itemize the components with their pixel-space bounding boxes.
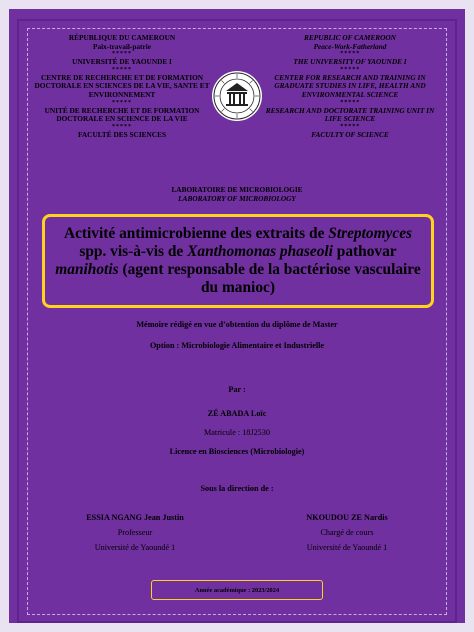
faculty-fr: FACULTÉ DES SCIENCES [78,129,166,139]
country-en: REPUBLIC OF CAMEROON [304,33,396,42]
author-matricule: Matricule : 18J2530 [204,428,270,437]
supervisor-name: NKOUDOU ZE Nardis [306,513,388,522]
laboratory-en: LABORATORY OF MICROBIOLOGY [178,193,296,203]
country-fr: RÉPUBLIQUE DU CAMEROUN [68,33,176,42]
stars-divider: ***** [340,66,360,73]
supervisor-institution: Université de Yaoundé 1 [306,543,388,552]
center-en: CENTER FOR RESEARCH AND TRAINING IN GRADUATE STUDIES IN LIFE, HEALTH AND ENVIRONMENTAL SCIENCE [274,72,426,99]
author-degree: Licence en Biosciences (Microbiologie) [169,447,305,456]
stars-divider: ***** [340,123,360,130]
academic-year-box [151,580,323,600]
unit-en: RESEARCH AND DOCTORATE TRAINING UNIT IN LIFE SCIENCE [265,105,435,124]
stars-divider: ***** [112,99,132,106]
title-text: (agent responsable de la bactériose vasculaire du manioc) [118,261,421,296]
university-fr: UNIVERSITÉ DE YAOUNDE I [72,57,172,67]
stars-divider: ***** [112,66,132,73]
stars-divider: ***** [340,51,360,58]
option-statement: Option : Microbiologie Alimentaire et Industrielle [149,341,325,350]
center-fr: CENTRE DE RECHERCHE ET DE FORMATION DOCTORALE EN SCIENCES DE LA VIE, SANTE ET ENVIRONNEMENT [34,72,210,99]
stars-divider: ***** [340,99,360,106]
title-species: Xanthomonas phaseoli [187,243,333,261]
supervisor-title: Professeur [117,528,153,537]
memoire-statement: Mémoire rédigé en vue d’obtention du diplôme de Master [136,320,338,329]
supervisor-1 [45,513,225,553]
unit-fr: UNITÉ DE RECHERCHE ET DE FORMATION DOCTORALE EN SCIENCE DE LA VIE [44,105,200,124]
laboratory-fr: LABORATOIRE DE MICROBIOLOGIE [171,185,303,194]
motto-fr: Paix-travail-patrie [93,41,151,51]
title-pathovar: manihotis [55,261,119,278]
thesis-title [52,225,424,296]
title-text: spp. vis-à-vis de [79,243,188,261]
stars-divider: ***** [112,51,132,58]
university-en: THE UNIVERSITY OF YAOUNDE I [293,57,407,67]
stars-divider: ***** [112,123,132,130]
supervisor-title: Chargé de cours [320,528,374,537]
motto-en: Peace-Work-Fatherland [313,41,387,51]
university-seal-icon [211,70,263,122]
title-genus: Streptomyces [328,225,413,243]
title-box [42,214,434,308]
author-name: ZÉ ABADA Loïc [207,409,267,418]
faculty-en: FACULTY OF SCIENCE [311,129,389,139]
supervisor-2 [257,513,437,553]
by-label: Par : [228,385,246,394]
header-left-french [34,34,210,139]
direction-label: Sous la direction de : [200,484,274,493]
header-right-english [262,34,438,139]
laboratory-heading [80,186,394,203]
supervisor-institution: Université de Yaoundé 1 [94,543,176,552]
title-text: pathovar [332,243,397,261]
supervisor-name: ESSIA NGANG Jean Justin [86,513,184,522]
academic-year: Année académique : 2023/2024 [194,586,280,594]
title-text: Activité antimicrobienne des extraits de [63,225,329,243]
